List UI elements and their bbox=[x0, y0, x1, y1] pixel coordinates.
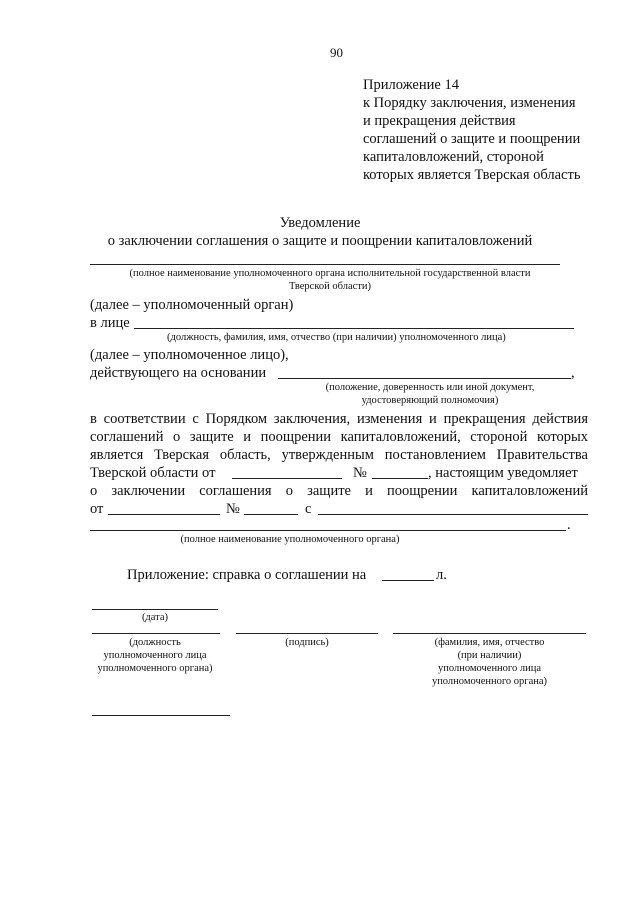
counterparty-blank bbox=[318, 514, 588, 515]
signature-hint: (подпись) bbox=[285, 637, 329, 648]
page-number: 90 bbox=[330, 45, 343, 60]
date-hint: (дата) bbox=[141, 612, 169, 623]
signature-blank bbox=[236, 633, 378, 634]
paragraph-line: о заключении соглашения о защите и поощрении капиталовложений bbox=[90, 483, 588, 499]
hereinafter-org: (далее – уполномоченный орган) bbox=[90, 297, 294, 313]
position-blank bbox=[92, 633, 220, 634]
attachment-text: Приложение: справка о соглашении на bbox=[127, 567, 367, 583]
hereinafter-person: (далее – уполномоченное лицо), bbox=[90, 347, 289, 363]
number-sign: № bbox=[353, 465, 367, 481]
resolution-number-blank bbox=[372, 478, 428, 479]
paragraph-line: в соответствии с Порядком заключения, изменения и прекращения действия bbox=[90, 411, 588, 427]
paragraph-line: является Тверская область, утвержденным постановлением Правительства bbox=[90, 447, 588, 463]
date-blank bbox=[92, 609, 218, 610]
org-name-hint: (полное наименование уполномоченного органа исполнительной государственной власти bbox=[129, 268, 531, 279]
number-sign: № bbox=[226, 501, 240, 517]
person-blank bbox=[134, 328, 574, 329]
acting-basis-label: действующего на основании bbox=[90, 365, 267, 381]
from-label: от bbox=[90, 501, 104, 517]
counterparty-blank-2 bbox=[90, 530, 566, 531]
period: . bbox=[567, 517, 571, 533]
full-name-hint: уполномоченного лица bbox=[437, 663, 541, 674]
appendix-line: которых является Тверская область bbox=[363, 167, 581, 183]
position-hint: уполномоченного лица bbox=[103, 650, 207, 661]
appendix-line: соглашений о защите и поощрении bbox=[363, 131, 581, 147]
document-title: Уведомление bbox=[279, 215, 361, 231]
with-label: с bbox=[305, 501, 312, 517]
org-name-hint: Тверской области) bbox=[288, 281, 372, 292]
appendix-line: и прекращения действия bbox=[363, 113, 516, 129]
attachment-suffix: л. bbox=[436, 567, 447, 583]
appendix-line: капиталовложений, стороной bbox=[363, 149, 544, 165]
basis-hint: (положение, доверенность или иной документ, bbox=[325, 382, 535, 393]
agreement-date-blank bbox=[108, 514, 220, 515]
org-name-blank bbox=[90, 264, 560, 265]
full-name-hint: уполномоченного органа) bbox=[431, 676, 548, 687]
full-name-blank bbox=[393, 633, 586, 634]
pages-blank bbox=[382, 580, 434, 581]
paragraph-line: Тверской области от bbox=[90, 465, 216, 481]
full-name-hint: (при наличии) bbox=[457, 650, 522, 661]
paragraph-line: соглашений о защите и поощрении капиталовложений, стороной которых bbox=[90, 429, 588, 445]
position-hint: (должность bbox=[129, 637, 181, 648]
position-hint: уполномоченного органа) bbox=[97, 663, 213, 674]
agreement-number-blank bbox=[244, 514, 298, 515]
basis-comma: , bbox=[571, 365, 575, 381]
full-org-hint: (полное наименование уполномоченного органа) bbox=[180, 534, 400, 545]
basis-blank bbox=[278, 378, 571, 379]
basis-hint: удостоверяющий полномочия) bbox=[361, 395, 499, 406]
footnote-separator bbox=[92, 715, 230, 716]
resolution-date-blank bbox=[232, 478, 342, 479]
person-hint: (должность, фамилия, имя, отчество (при наличии) уполномоченного лица) bbox=[167, 332, 506, 343]
appendix-line: к Порядку заключения, изменения bbox=[363, 95, 576, 111]
paragraph-line: , настоящим уведомляет bbox=[428, 465, 578, 481]
document-subtitle: о заключении соглашения о защите и поощрении капиталовложений bbox=[107, 233, 533, 249]
in-person-label: в лице bbox=[90, 315, 130, 331]
full-name-hint: (фамилия, имя, отчество bbox=[434, 637, 545, 648]
appendix-line: Приложение 14 bbox=[363, 77, 459, 93]
